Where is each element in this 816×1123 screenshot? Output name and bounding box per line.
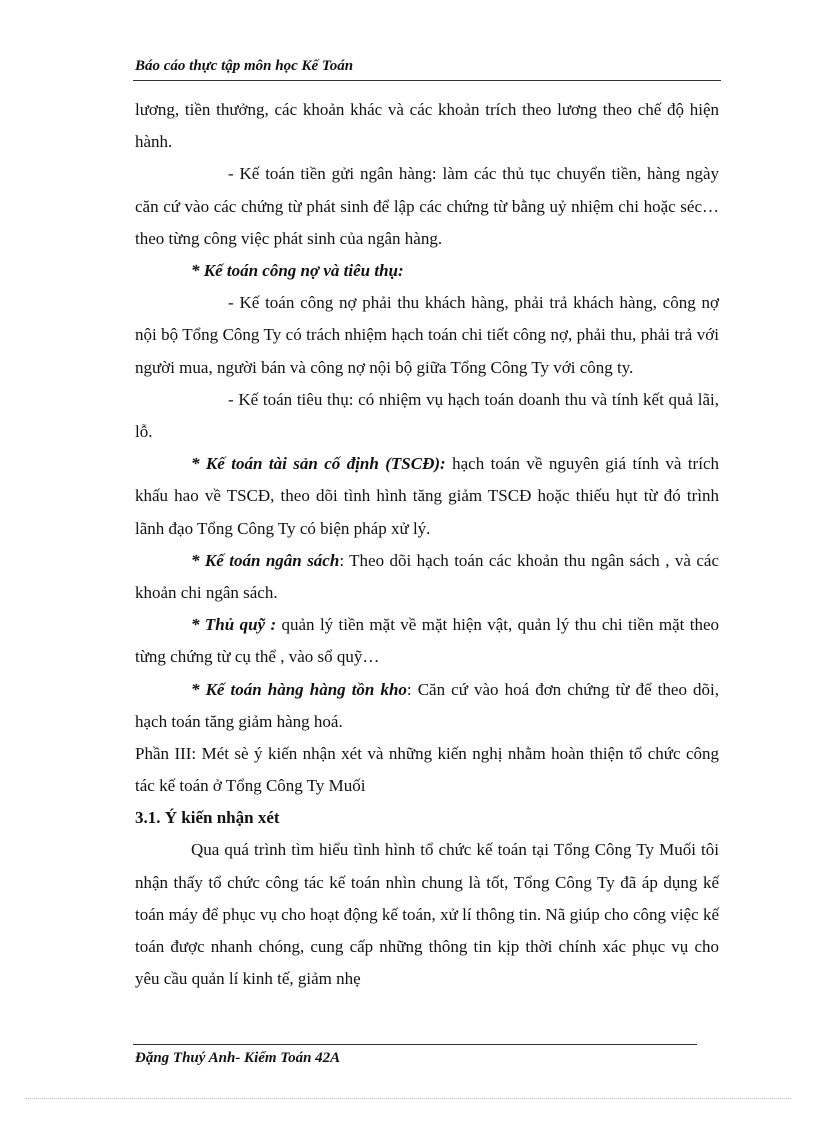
label-treasurer: * Thủ quỹ : — [191, 615, 277, 635]
paragraph-treasurer — [135, 609, 719, 673]
label-fixed-assets: * Kế toán tài sản cố định (TSCĐ): — [191, 454, 446, 474]
text-inventory: : Căn cứ vào hoá đơn chứng từ để theo dõi, hạch toán tăng giảm hàng hoá. — [135, 679, 719, 731]
footer-divider — [133, 1044, 697, 1045]
paragraph-bank-deposit: - Kế toán tiền gửi ngân hàng: làm các thủ tục chuyển tiền, hàng ngày căn cứ vào các chứng từ phát sinh để lập các chứng từ bằng uỷ nhiệm chi hoặc séc… theo từng công việc phát sinh của ngân hàng. — [135, 164, 719, 248]
paragraph-salary: lương, tiền thưởng, các khoản khác và các khoản trích theo lương theo chế độ hiện hành. — [135, 100, 719, 152]
paragraph-fixed-assets — [135, 448, 719, 545]
page-bottom-border — [25, 1098, 791, 1099]
header-title: Báo cáo thực tập môn học Kế Toán — [135, 58, 354, 74]
section-heading: 3.1. Ý kiến nhận xét — [135, 808, 280, 828]
document-body — [135, 94, 719, 995]
text-budget: : Theo dõi hạch toán các khoản thu ngân sách , và các khoản chi ngân sách. — [135, 550, 719, 603]
paragraph-budget — [135, 545, 719, 609]
label-budget: * Kế toán ngân sách — [191, 550, 340, 570]
heading-debt-sales: * Kế toán công nợ và tiêu thụ: — [191, 261, 404, 281]
paragraph-debt-heading — [135, 255, 719, 287]
paragraph-sales: - Kế toán tiêu thụ: có nhiệm vụ hạch toán doanh thu và tính kết quả lãi, lỗ. — [135, 389, 719, 442]
paragraph-section-heading — [135, 802, 719, 834]
text-fixed-assets: hạch toán về nguyên giá tính và trích khấu hao về TSCĐ, theo dõi tình hình tăng giảm TSCĐ hoặc thiếu hụt từ đó trình lãnh đạo Tổng Công Ty có biện pháp xử lý. — [135, 454, 719, 538]
label-inventory: * Kế toán hàng hàng tồn kho — [191, 679, 407, 699]
footer-author: Đặng Thuý Anh- Kiểm Toán 42A — [135, 1050, 341, 1066]
text-treasurer: quản lý tiền mặt về mặt hiện vật, quản lý thu chi tiền mặt theo từng chứng từ cụ thể , vào sổ quỹ… — [135, 615, 719, 667]
paragraph-observations: Qua quá trình tìm hiểu tình hình tổ chức kế toán tại Tổng Công Ty Muối tôi nhận thấy tổ chức công tác kế toán nhìn chung là tốt, Tổng Công Ty đã áp dụng kế toán máy để phục vụ cho hoạt động kế toán, xử lí thông tin. Nã giúp cho công việc kế toán được nhanh chóng, cung cấp những thông tin kịp thời chính xác phục vụ cho yêu cầu quản lí kinh tế, giảm nhẹ — [135, 840, 719, 989]
header-divider — [133, 80, 721, 81]
paragraph-part-three: Phần III: Mét sè ý kiến nhận xét và những kiến nghị nhằm hoàn thiện tổ chức công tác kế toán ở Tổng Công Ty Muối — [135, 744, 719, 796]
paragraph-inventory — [135, 674, 719, 738]
paragraph-debt: - Kế toán công nợ phải thu khách hàng, phải trả khách hàng, công nợ nội bộ Tổng Công Ty có trách nhiệm hạch toán chi tiết công nợ, phải thu, phải trả với người mua, người bán và công nợ nội bộ giữa Tổng Công Ty với công ty. — [135, 293, 719, 377]
